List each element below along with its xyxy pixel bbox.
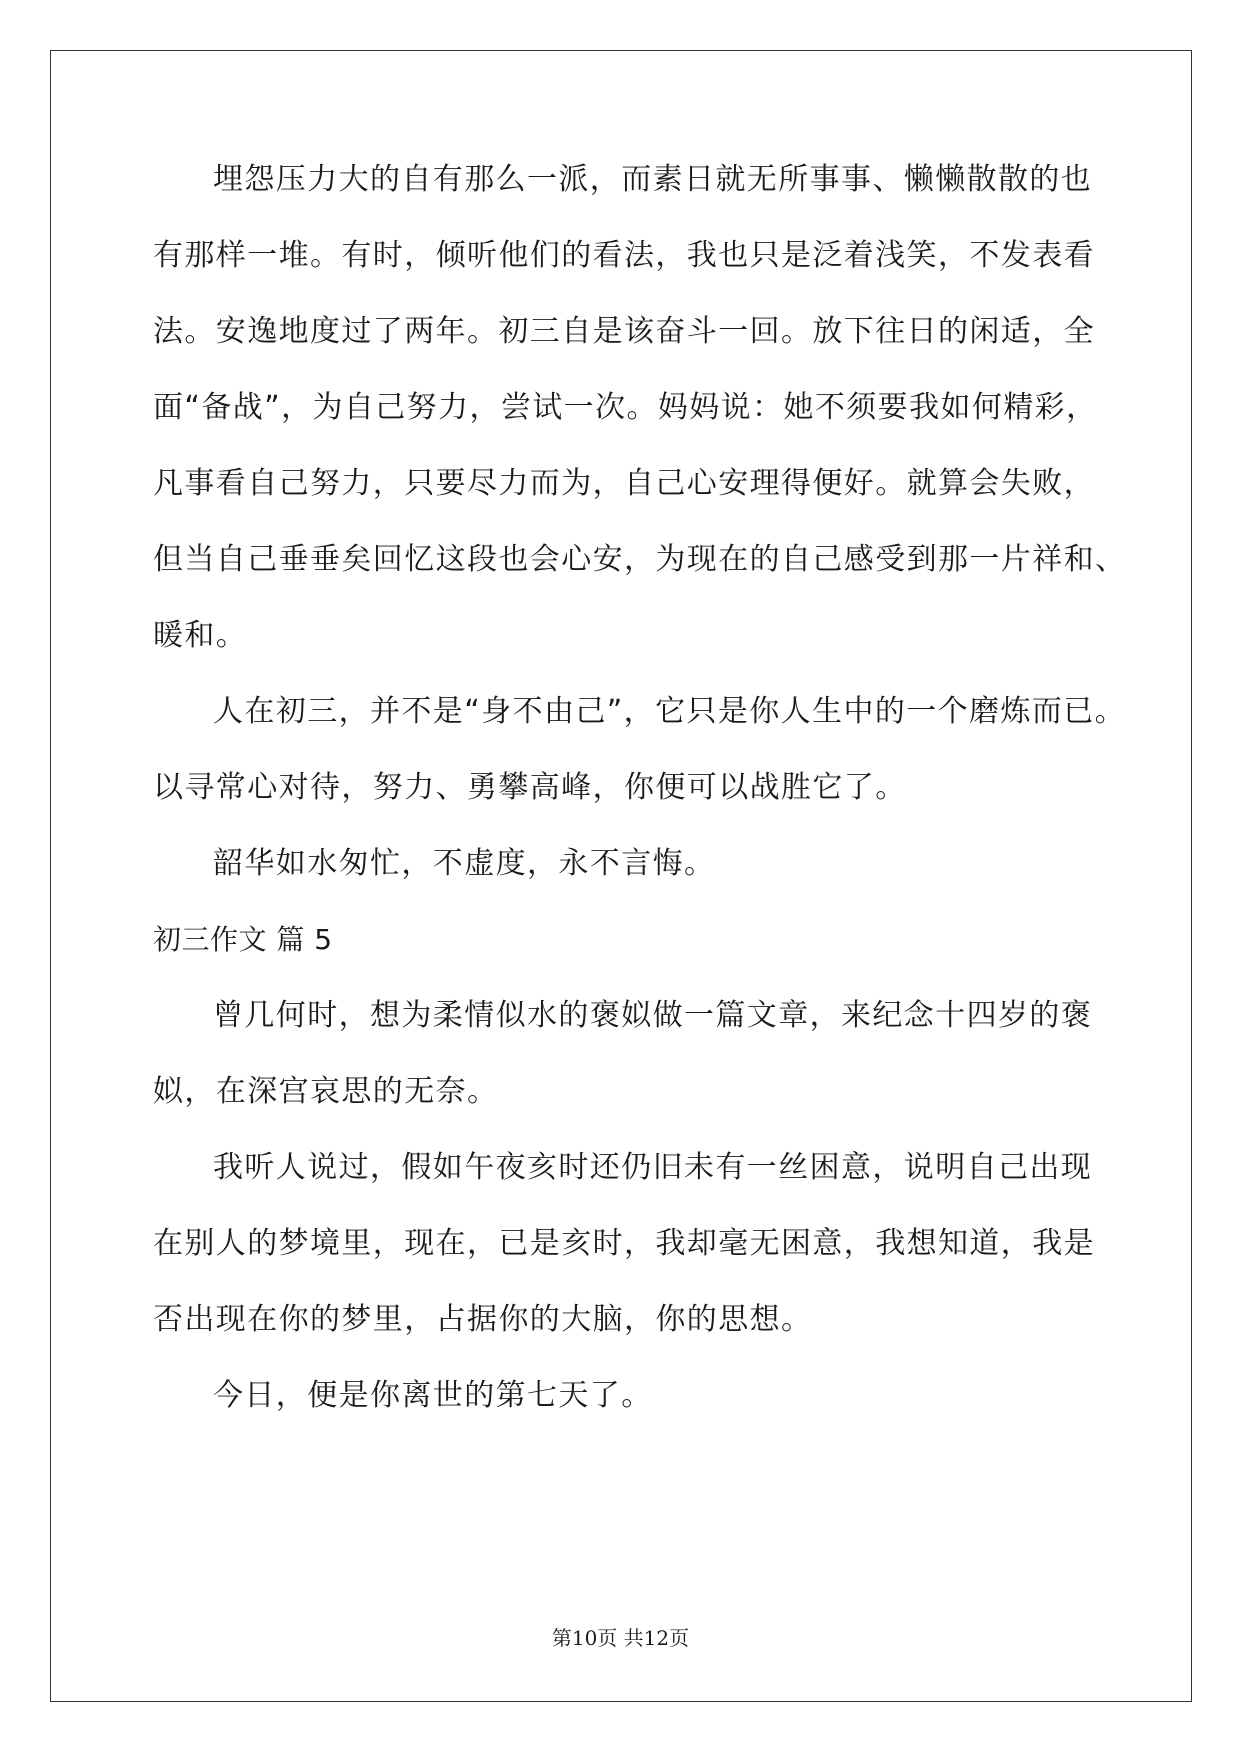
paragraph-line: 面“备战”，为自己努力，尝试一次。妈妈说：她不须要我如何精彩，	[153, 390, 1098, 425]
paragraph-line: 韶华如水匆忙，不虚度，永不言悔。	[213, 846, 716, 881]
page-number-footer: 第10页 共12页	[551, 1626, 690, 1650]
paragraph-line: 人在初三，并不是“身不由己”，它只是你人生中的一个磨炼而已。	[213, 694, 1127, 729]
paragraph-line: 有那样一堆。有时，倾听他们的看法，我也只是泛着浅笑，不发表看	[153, 238, 1095, 273]
section-heading: 初三作文 篇 5	[153, 923, 333, 956]
paragraph-line: 但当自己垂垂矣回忆这段也会心安，为现在的自己感受到那一片祥和、	[153, 542, 1127, 577]
paragraph-line: 否出现在你的梦里，占据你的大脑，你的思想。	[153, 1302, 813, 1337]
paragraph-line: 埋怨压力大的自有那么一派，而素日就无所事事、懒懒散散的也	[213, 162, 1093, 197]
paragraph-line: 法。安逸地度过了两年。初三自是该奋斗一回。放下往日的闲适，全	[153, 314, 1095, 349]
paragraph-line: 在别人的梦境里，现在，已是亥时，我却毫无困意，我想知道，我是	[153, 1226, 1095, 1261]
paragraph-line: 暖和。	[153, 618, 248, 653]
paragraph-line: 今日，便是你离世的第七天了。	[213, 1378, 653, 1413]
paragraph-line: 凡事看自己努力，只要尽力而为，自己心安理得便好。就算会失败，	[153, 466, 1095, 501]
paragraph-line: 以寻常心对待，努力、勇攀高峰，你便可以战胜它了。	[153, 770, 907, 805]
paragraph-line: 我听人说过，假如午夜亥时还仍旧未有一丝困意，说明自己出现	[213, 1150, 1093, 1185]
paragraph-line: 姒，在深宫哀思的无奈。	[153, 1074, 499, 1109]
paragraph-line: 曾几何时，想为柔情似水的褒姒做一篇文章，来纪念十四岁的褒	[213, 998, 1093, 1033]
